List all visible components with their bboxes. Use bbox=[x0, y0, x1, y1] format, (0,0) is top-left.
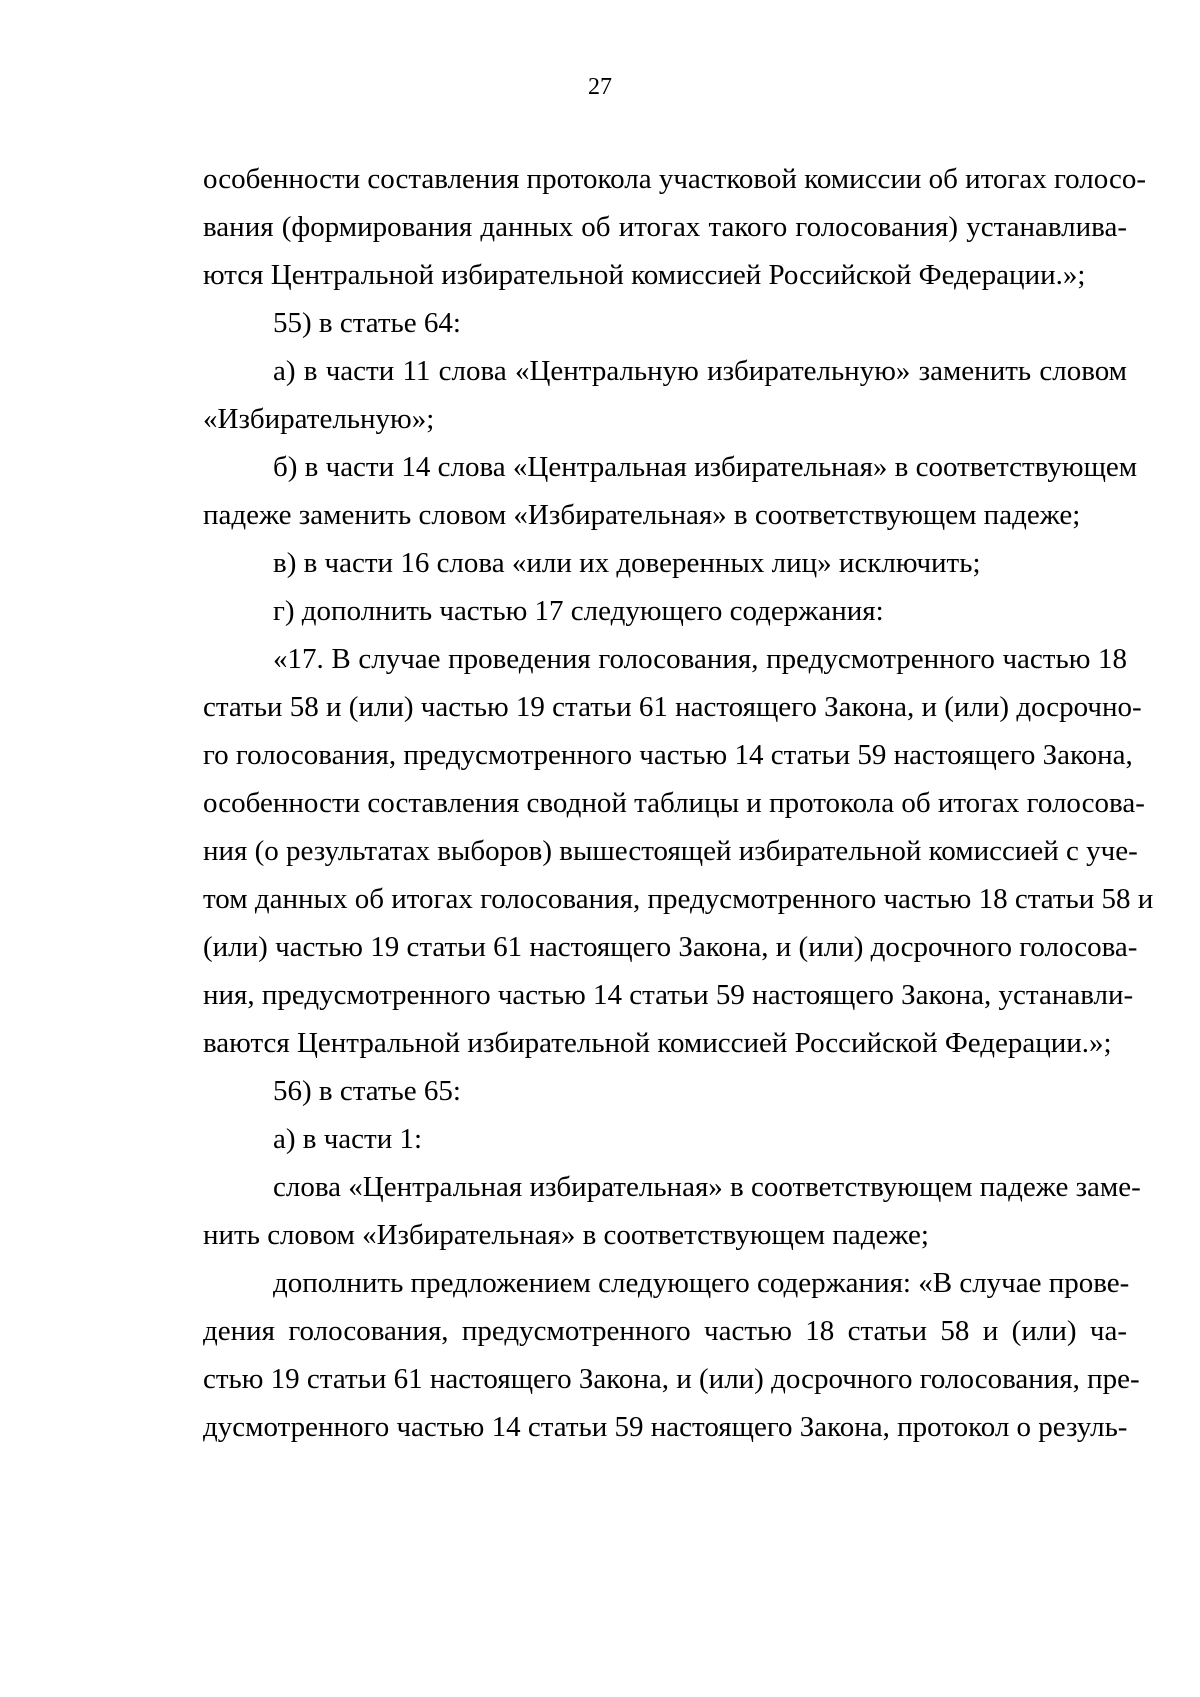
text-line: ются Центральной избирательной комиссией Российской Федерации.»; bbox=[203, 259, 1086, 291]
text-line: особенности составления протокола участковой комиссии об итогах голосо- bbox=[203, 163, 1147, 195]
text-line: статьи 58 и (или) частью 19 статьи 61 настоящего Закона, и (или) досрочно- bbox=[203, 691, 1142, 723]
text-line: (или) частью 19 статьи 61 настоящего Закона, и (или) досрочного голосова- bbox=[203, 931, 1138, 963]
text-line: нить словом «Избирательная» в соответствующем падеже; bbox=[203, 1219, 929, 1251]
text-line: слова «Центральная избирательная» в соответствующем падеже заме- bbox=[273, 1171, 1141, 1203]
text-line: особенности составления сводной таблицы и протокола об итогах голосова- bbox=[203, 787, 1145, 819]
text-line: «Избирательную»; bbox=[203, 403, 435, 435]
text-line: а) в части 11 слова «Центральную избирательную» заменить словом bbox=[273, 355, 1127, 387]
text-line: дения голосования, предусмотренного частью 18 статьи 58 и (или) ча- bbox=[203, 1315, 1127, 1347]
text-line: г) дополнить частью 17 следующего содержания: bbox=[273, 595, 884, 627]
text-line: ния (о результатах выборов) вышестоящей избирательной комиссией с уче- bbox=[203, 835, 1138, 867]
text-line: дусмотренного частью 14 статьи 59 настоящего Закона, протокол о резуль- bbox=[203, 1411, 1128, 1443]
text-line: «17. В случае проведения голосования, предусмотренного частью 18 bbox=[273, 643, 1127, 675]
text-line: 55) в статье 64: bbox=[273, 307, 461, 339]
text-line: 56) в статье 65: bbox=[273, 1075, 461, 1107]
text-line: б) в части 14 слова «Центральная избирательная» в соответствующем bbox=[273, 451, 1138, 483]
text-line: стью 19 статьи 61 настоящего Закона, и (или) досрочного голосования, пре- bbox=[203, 1363, 1140, 1395]
text-line: а) в части 1: bbox=[273, 1123, 423, 1155]
text-line: дополнить предложением следующего содержания: «В случае прове- bbox=[273, 1267, 1130, 1299]
text-line: вания (формирования данных об итогах такого голосования) устанавлива- bbox=[203, 211, 1127, 243]
text-line: в) в части 16 слова «или их доверенных лиц» исключить; bbox=[273, 547, 981, 579]
text-line: том данных об итогах голосования, предусмотренного частью 18 статьи 58 и bbox=[203, 883, 1154, 915]
text-line: ваются Центральной избирательной комиссией Российской Федерации.»; bbox=[203, 1027, 1112, 1059]
text-line: падеже заменить словом «Избирательная» в соответствующем падеже; bbox=[203, 499, 1081, 531]
text-line: го голосования, предусмотренного частью 14 статьи 59 настоящего Закона, bbox=[203, 739, 1133, 771]
text-line: ния, предусмотренного частью 14 статьи 59 настоящего Закона, устанавли- bbox=[203, 979, 1134, 1011]
page-number: 27 bbox=[588, 74, 612, 100]
